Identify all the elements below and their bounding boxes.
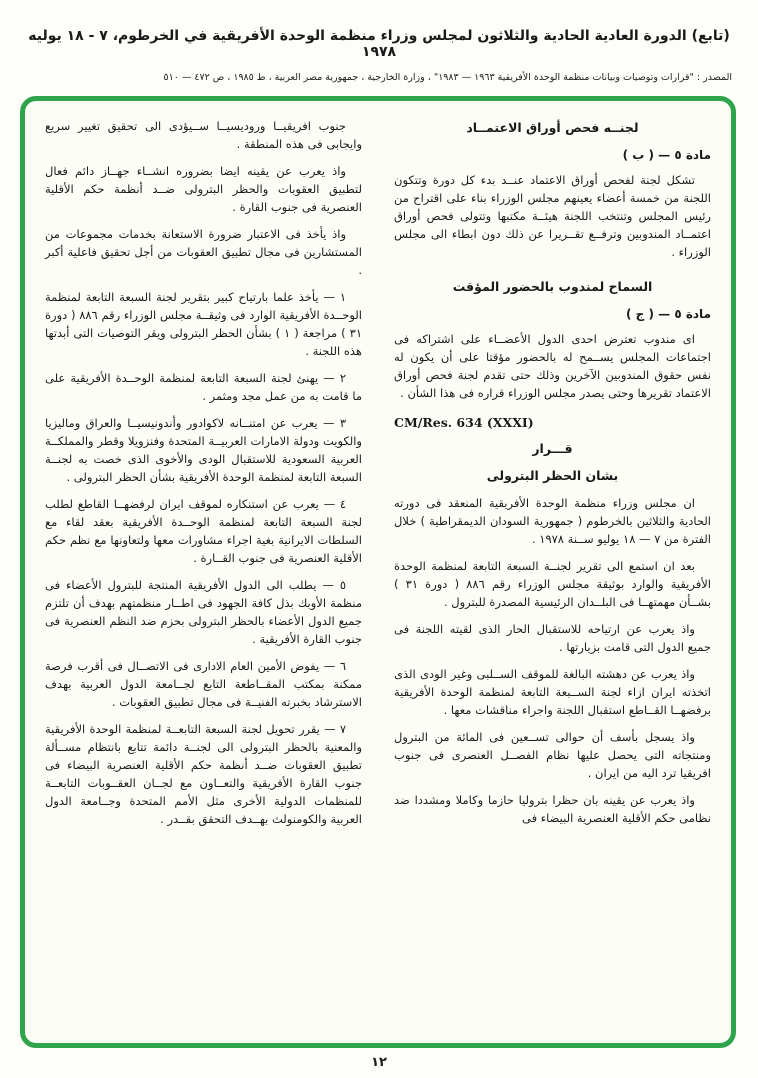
column-right — [394, 117, 711, 1027]
two-column-layout — [45, 117, 711, 1027]
page-number: ١٢ — [371, 1055, 387, 1070]
paragraph: واذ يعرب عن يقينه بان حظرا بتروليا حازما وكاملا ومشددا ضد نظامى حكم الأقلية العنصرية البيضاء فى — [394, 793, 711, 825]
numbered-item-1: ١ — يأخذ علما بارتياح كبير بتقرير لجنة السبعة التابعة لمنظمة الوحــدة الأفريقية الوارد فى وثيقــة مجلس الوزراء رقم ٨٨٦ ( دورة ٣١ ) مراجعة ( ١ ) بشأن الحظر البترولى ويقر التوصيات التى أبدتها هذه اللجنة . — [45, 290, 363, 358]
paragraph: واذ يعرب عن يقينه ايضا بضروره انشــاء جهــاز دائم فعال لتطبيق العقوبات والحظر البترولى ضــد أنظمة حكم الأقلية العنصرية فى جنوب القارة . — [45, 164, 362, 214]
paragraph: واذ يسجل بأسف أن حوالى تســعين فى المائة من البترول ومنتجاته التى يحصل عليها نظام الفصــل العنصرى فى جنوب افريقيا ترد اليه من ايران . — [394, 730, 711, 780]
header-title: (تابع) الدورة العادية الحادية والثلاثون لمجلس وزراء منظمة الوحدة الأفريقية في الخرطوم، ٧ - ١٨ يوليه ١٩٧٨ — [28, 28, 730, 60]
paragraph-credentials: تشكل لجنة لفحص أوراق الاعتماد عنــد بدء كل دورة وتتكون اللجنة من خمسة أعضاء يعينهم مجلس الوزراء بناء على اقتراح من رئيس المجلس وتنتخب اللجنة هيئــة مكتبها وتتولى فحص أوراق اعتمــاد المندوبين وترفــع تقــريرا عن ذلك دون ابطاء الى مجلس الوزراء . — [394, 173, 711, 259]
paragraph: بعد ان استمع الى تقرير لجنــة السبعة التابعة لمنظمة الوحدة الأفريقية والوارد بوثيقة مجلس الوزراء رقم ٨٨٦ ( دورة ٣١ ) بشــأن مهمتهــا فى البلــدان الرئيسية المصدرة للبترول . — [394, 559, 711, 609]
document-header — [0, 0, 758, 83]
numbered-item-5: ٥ — يطلب الى الدول الأفريقية المنتجة للبترول الأعضاء فى منظمة الأوبك بذل كافة الجهود فى اطــار منظمتهم بهدف أن تلتزم جميع الدول الأعضاء بالحظر البترولى بحزم ضد النظم العنصرية فى جنوب القارة الأفريقية . — [45, 578, 362, 646]
heading-credentials-committee: لجنــه فحص أوراق الاعتمــاد — [466, 120, 639, 135]
spacer — [394, 270, 711, 276]
paragraph: واذ يعرب عن ارتياحه للاستقبال الحار الذى لقيته اللجنة فى جميع الدول التى قامت بزيارتها . — [394, 622, 711, 654]
article-5c-label: مادة ٥ — ( ج ) — [625, 307, 711, 321]
heading-temporary-attendance: السماح لمندوب بالحضور المؤقت — [452, 279, 653, 294]
paragraph-temporary: اى مندوب تعترض احدى الدول الأعضــاء على اشتراكه فى اجتماعات المجلس يســمح له بالحضور مؤقتا على أن يكون له نفس حقوق المندوبين الآخرين وذلك حتى تقدم لجنة فحص أوراق الاعتماد تقريرها وحتى يصدر مجلس الوزراء قراره فى هذا الشأن . — [394, 332, 711, 400]
paragraph: ان مجلس وزراء منظمة الوحدة الأفريقية المنعقد فى دورته الحادية والثلاثين بالخرطوم ( جمهورية السودان الديمقراطية ) خلال الفترة من ٧ — ١٨ يوليو ســنة ١٩٧٨ . — [394, 496, 711, 546]
numbered-item-2: ٢ — يهنئ لجنة السبعة التابعة لمنظمة الوحــدة الأفريقية على ما قامت به من عمل مجد ومثمر . — [45, 371, 362, 403]
numbered-item-6: ٦ — يفوض الأمين العام الادارى فى الاتصــال فى أقرب فرصة ممكنة بمكتب المقــاطعة التابع لجــامعة الدول العربية بهدف الاسترشاد بخبرته الفنيــة فى مجال تطبيق العقوبات . — [45, 659, 362, 709]
paragraph: جنوب افريقيــا وروديسيــا ســيؤدى الى تحقيق تغيير سريع وايجابى فى هذه المنطقة . — [45, 119, 362, 151]
numbered-item-7: ٧ — يقرر تحويل لجنة السبعة التابعــة لمنظمة الوحدة الأفريقية والمعنية بالحظر البترولى الى لجنــة دائمة تتابع بانتظام مســألة تطبيق العقوبات ضــد أنظمة حكم الأقلية العنصرية البيضاء فى جنوب القارة الأفريقية والتعــاون مع لجــان العقــوبات التابعــة للمنظمات الدولية الأخرى مثل الأمم المتحدة وجــامعة الدول العربية والكومنولث بهــدف التحقق بقــدر . — [45, 722, 362, 826]
heading-resolution: قـــرار — [532, 441, 573, 456]
numbered-item-3: ٣ — يعرب عن امتنــانه لاكوادور وأندونيسيــا والعراق وماليزيا والكويت ودولة الامارات العربيــة المتحدة وفنزويلا وقطر والمملكــة العربية السعودية للاستقبال الودى والأخوى الذى خصت به لجنــة السبعة التابعة لمنظمة الوحدة الأفريقية بشأن الحظر البترولى . — [45, 416, 362, 484]
article-5b-label: مادة ٥ — ( ب ) — [622, 148, 711, 162]
paragraph: واذ يأخذ فى الاعتبار ضرورة الاستعانة بخدمات مجموعات من المستشارين فى مجال تطبيق العقوبات من أجل تحقيق فاعلية أكبر . — [45, 227, 362, 277]
column-left — [45, 117, 362, 1027]
source-line: المصدر : "قرارات وتوصيات وبيانات منظمة الوحدة الأفريقية ١٩٦٣ — ١٩٨٣" ، وزارة الخارجية ، جمهورية مصر العربية ، ط ١٩٨٥ ، ص ٤٧٢ — ٥١٠ — [163, 72, 732, 83]
paragraph: واذ يعرب عن دهشته البالغة للموقف الســلبى وغير الودى الذى اتخذته ايران ازاء لجنة الســبعة التابعة لمنظمة الوحدة الأفريقية برفضهــا القــاطع استقبال اللجنة واجراء مناقشات معها . — [394, 667, 711, 717]
resolution-reference: CM/Res. 634 (XXXI) — [394, 415, 534, 430]
content-frame — [20, 96, 736, 1048]
numbered-item-4: ٤ — يعرب عن استنكاره لموقف ايران لرفضهــا القاطع لطلب لجنة السبعة التابعة لمنظمة الوحــدة الأفريقية بعقد لقاء مع السلطات الايرانية بغية اجراء مشاورات معها ولتعاونها مع نظم حكم الأقلية العنصرية فى جنوب القــارة . — [45, 497, 362, 565]
heading-resolution-subject: بشان الحظر البترولى — [486, 468, 619, 483]
